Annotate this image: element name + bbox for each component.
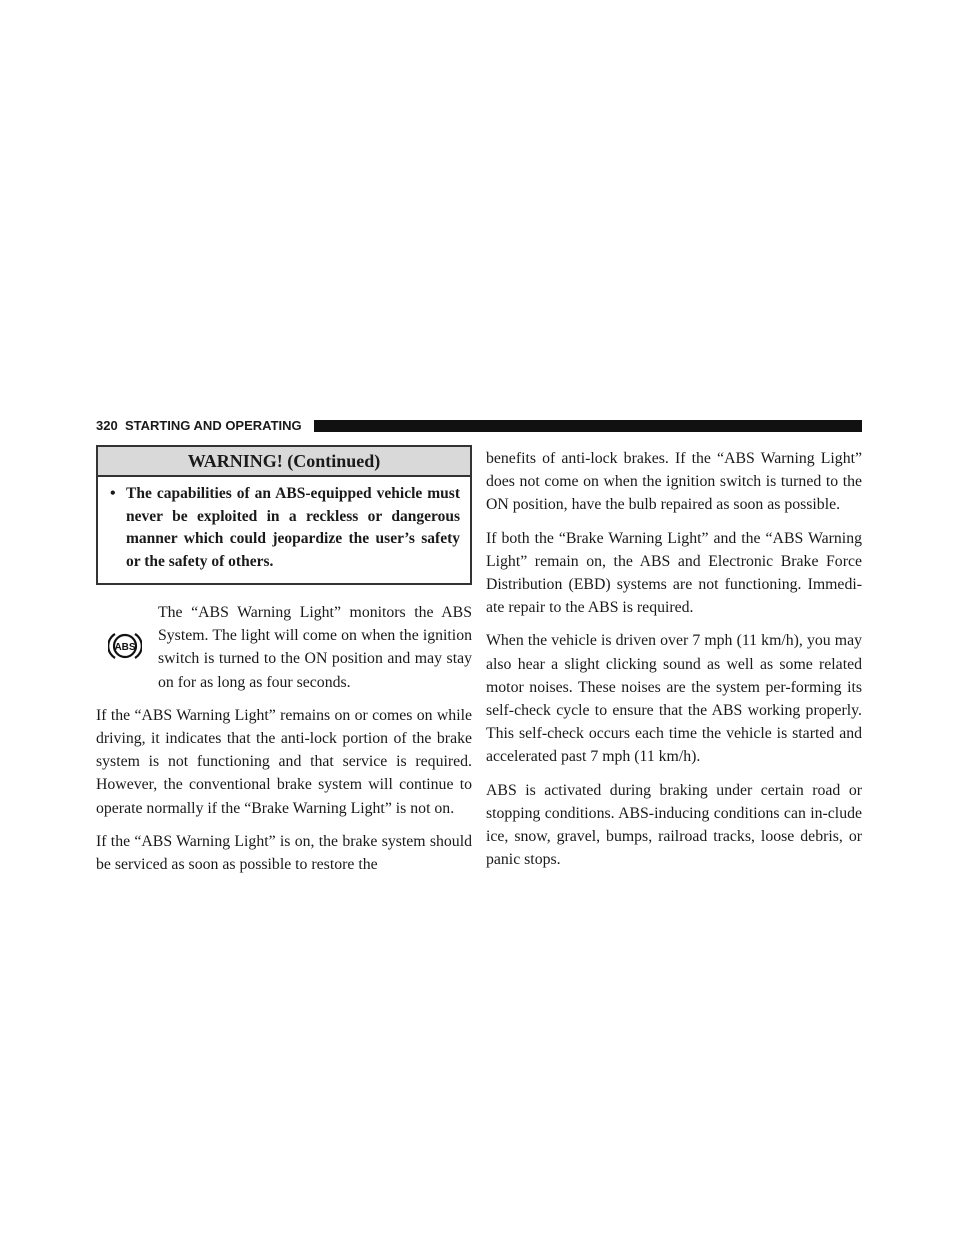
page-number: 320 [96,418,118,433]
paragraph: ABS is activated during braking under certain road or stopping conditions. ABS-inducing conditions can in-clude ice, snow, gravel, bumps, railroad tracks, loose debris, or panic stops. [486,781,862,869]
page-header-text [96,416,302,436]
paragraph: benefits of anti-lock brakes. If the “ABS Warning Light” does not come on when the ignition switch is turned to the ON position, have the bulb repaired as soon as possible. [486,450,862,514]
header-rule [314,420,862,432]
abs-icon-label: ABS [114,642,136,653]
bullet-marker: • [110,485,116,502]
abs-icon-wrap [96,601,158,694]
warning-text: The capabilities of an ABS-equipped vehicle must never be exploited in a reckless or dangerous manner which could jeopardize the user’s safety or the safety of others. [126,485,460,570]
warning-title: WARNING! (Continued) [98,447,470,477]
paragraph: When the vehicle is driven over 7 mph (11 km/h), you may also hear a slight clicking sound as well as some related motor noises. These noises are the system per-forming its self-check cycle to ensure that the ABS working properly. This self-check occurs each time the vehicle is started and accelerated past 7 mph (11 km/h). [486,632,862,766]
left-column [96,445,472,876]
abs-warning-light-icon [108,631,142,661]
abs-light-block [96,601,472,694]
paragraph: If the “ABS Warning Light” remains on or comes on while driving, it indicates that the anti-lock portion of the brake system is not functioning and that service is required. However, the conventional brake system will continue to operate normally if the “Brake Warning Light” is not on. [96,706,472,817]
abs-intro-text: The “ABS Warning Light” monitors the ABS System. The light will come on when the ignition switch is turned to the ON position and may stay on for as long as four seconds. [158,604,472,691]
page-header [96,416,862,436]
right-column [486,447,862,871]
warning-body [98,477,470,583]
paragraph: If both the “Brake Warning Light” and the “ABS Warning Light” remain on, the ABS and Electronic Brake Force Distribution (EBD) systems are not functioning. Immedi-ate repair to the ABS is required. [486,529,862,617]
paragraph: If the “ABS Warning Light” is on, the brake system should be serviced as soon as possible to restore the [96,832,472,874]
section-title: STARTING AND OPERATING [124,418,302,433]
warning-box [96,445,472,585]
